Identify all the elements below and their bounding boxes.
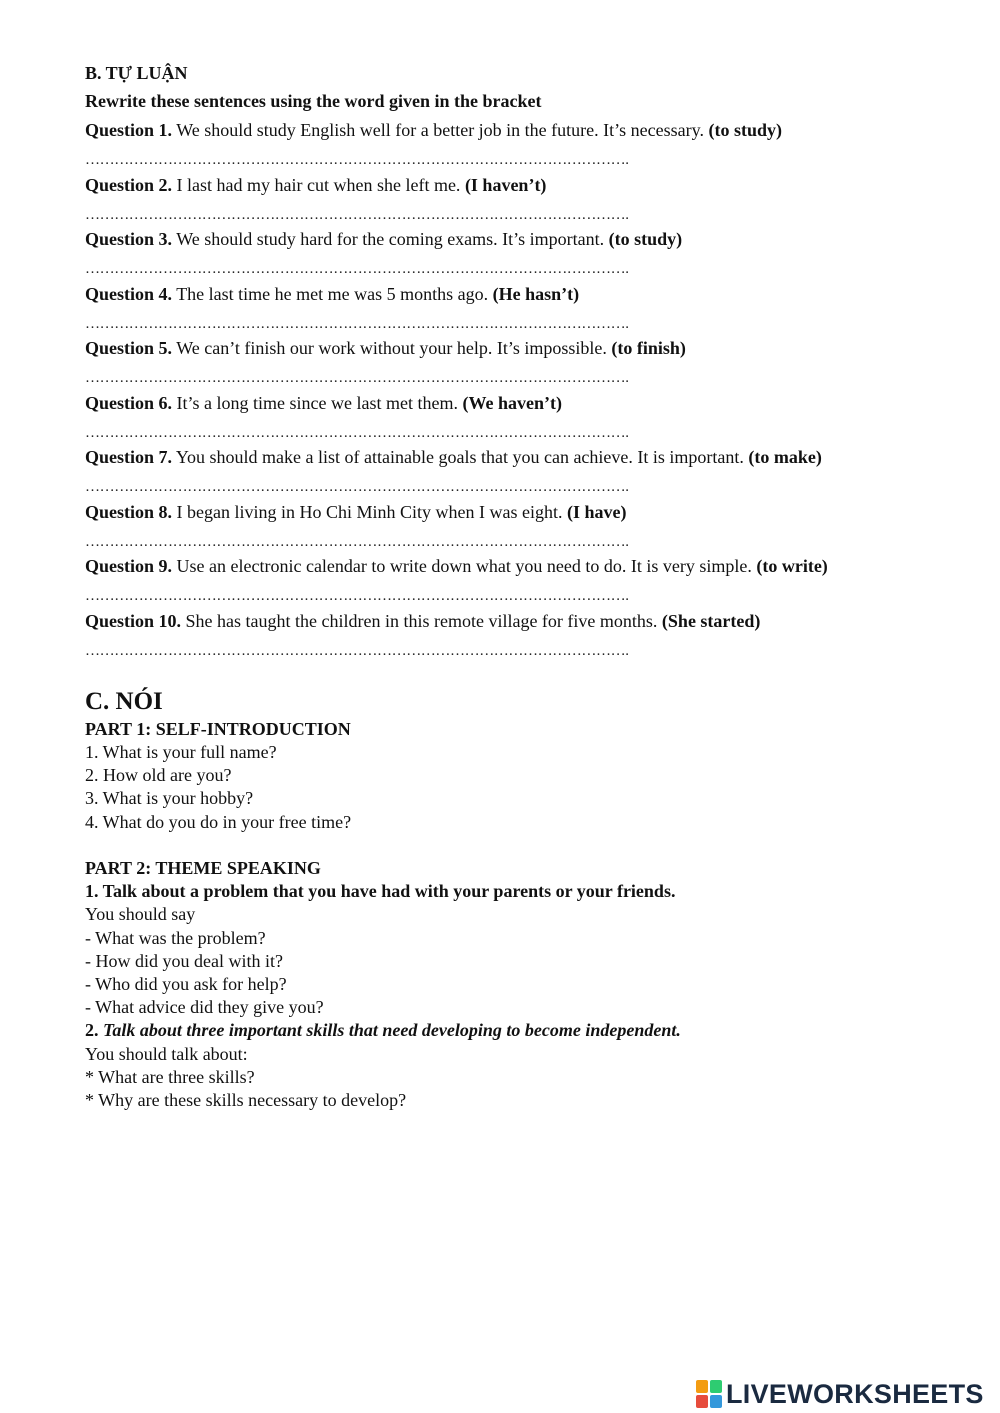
question-1	[85, 119, 782, 141]
question-10	[85, 610, 760, 632]
question-text: We can’t finish our work without your help. It’s impossible.	[172, 338, 612, 358]
part1-title: PART 1: SELF-INTRODUCTION	[85, 719, 351, 739]
question-text: The last time he met me was 5 months ago.	[172, 284, 493, 304]
part2-topic-2-text: Talk about three important skills that need developing to become independent.	[98, 1020, 681, 1040]
question-label: Question 3.	[85, 229, 173, 249]
part2-topic-1-intro: You should say	[85, 904, 196, 924]
part2-topic-2-number: 2.	[85, 1020, 99, 1040]
part2-topic-1: 1. Talk about a problem that you have had with your parents or your friends.	[85, 881, 676, 901]
logo-text: LIVEWORKSHEETS	[726, 1378, 984, 1409]
question-hint: (We haven’t)	[462, 393, 562, 413]
part2-topic-2-item: * What are three skills?	[85, 1067, 255, 1087]
question-label: Question 6.	[85, 393, 173, 413]
question-text: It’s a long time since we last met them.	[172, 393, 463, 413]
part2-topic-1-item: - Who did you ask for help?	[85, 974, 287, 994]
answer-line-3[interactable]: ………………………………………………………………………………………………….	[85, 261, 629, 277]
part2-topic-1-item: - How did you deal with it?	[85, 951, 283, 971]
question-text: She has taught the children in this remote village for five months.	[181, 611, 662, 631]
answer-line-6[interactable]: ………………………………………………………………………………………………….	[85, 425, 629, 441]
question-label: Question 10.	[85, 611, 182, 631]
question-label: Question 1.	[85, 120, 173, 140]
question-hint: (to study)	[708, 120, 782, 140]
answer-line-4[interactable]: ………………………………………………………………………………………………….	[85, 316, 629, 332]
section-c-title: C. NÓI	[85, 688, 163, 715]
question-6	[85, 392, 562, 414]
part2-title: PART 2: THEME SPEAKING	[85, 858, 321, 878]
answer-line-2[interactable]: ………………………………………………………………………………………………….	[85, 207, 629, 223]
question-hint: (He hasn’t)	[492, 284, 580, 304]
question-hint: (to make)	[748, 447, 822, 467]
question-label: Question 8.	[85, 502, 173, 522]
question-hint: (I have)	[566, 502, 627, 522]
answer-line-1[interactable]: ………………………………………………………………………………………………….	[85, 152, 629, 168]
question-text: I began living in Ho Chi Minh City when I was eight.	[172, 502, 567, 522]
question-text: We should study hard for the coming exams. It’s important.	[172, 229, 609, 249]
logo-square-v	[696, 1395, 708, 1408]
part1-item: 2. How old are you?	[85, 765, 232, 785]
part2-topic-2-item: * Why are these skills necessary to develop?	[85, 1090, 407, 1110]
question-hint: (I haven’t)	[464, 175, 547, 195]
question-text: Use an electronic calendar to write down what you need to do. It is very simple.	[172, 556, 757, 576]
logo-square-e	[710, 1395, 722, 1408]
answer-line-10[interactable]: ………………………………………………………………………………………………….	[85, 643, 629, 659]
part2-topic-2-intro: You should talk about:	[85, 1044, 248, 1064]
answer-line-9[interactable]: ………………………………………………………………………………………………….	[85, 588, 629, 604]
question-label: Question 4.	[85, 284, 173, 304]
part2-topic-1-item: - What was the problem?	[85, 928, 266, 948]
question-label: Question 7.	[85, 447, 173, 467]
part1-item: 4. What do you do in your free time?	[85, 812, 352, 832]
question-7	[85, 446, 822, 468]
question-4	[85, 283, 579, 305]
question-5	[85, 337, 686, 359]
part1-item: 1. What is your full name?	[85, 742, 277, 762]
answer-line-8[interactable]: ………………………………………………………………………………………………….	[85, 534, 629, 550]
question-2	[85, 174, 546, 196]
section-b-title: B. TỰ LUẬN	[85, 63, 188, 83]
part2-topic-1-item: - What advice did they give you?	[85, 997, 324, 1017]
part1-item: 3. What is your hobby?	[85, 788, 254, 808]
question-9	[85, 555, 828, 577]
liveworksheets-logo-icon	[696, 1380, 722, 1408]
question-hint: (to finish)	[611, 338, 686, 358]
question-3	[85, 228, 682, 250]
question-text: We should study English well for a better job in the future. It’s necessary.	[172, 120, 709, 140]
question-text: You should make a list of attainable goals that you can achieve. It is important.	[172, 447, 749, 467]
answer-line-5[interactable]: ………………………………………………………………………………………………….	[85, 370, 629, 386]
liveworksheets-logo[interactable]	[696, 1378, 984, 1410]
question-hint: (to write)	[756, 556, 828, 576]
section-b-instruction: Rewrite these sentences using the word given in the bracket	[85, 91, 542, 111]
question-label: Question 5.	[85, 338, 173, 358]
question-hint: (to study)	[608, 229, 683, 249]
answer-line-7[interactable]: ………………………………………………………………………………………………….	[85, 479, 629, 495]
logo-square-i	[710, 1380, 722, 1393]
question-text: I last had my hair cut when she left me.	[172, 175, 465, 195]
part2-topic-2	[85, 1019, 681, 1041]
question-label: Question 9.	[85, 556, 173, 576]
question-8	[85, 501, 626, 523]
question-hint: (She started)	[661, 611, 761, 631]
logo-square-l	[696, 1380, 708, 1393]
question-label: Question 2.	[85, 175, 173, 195]
